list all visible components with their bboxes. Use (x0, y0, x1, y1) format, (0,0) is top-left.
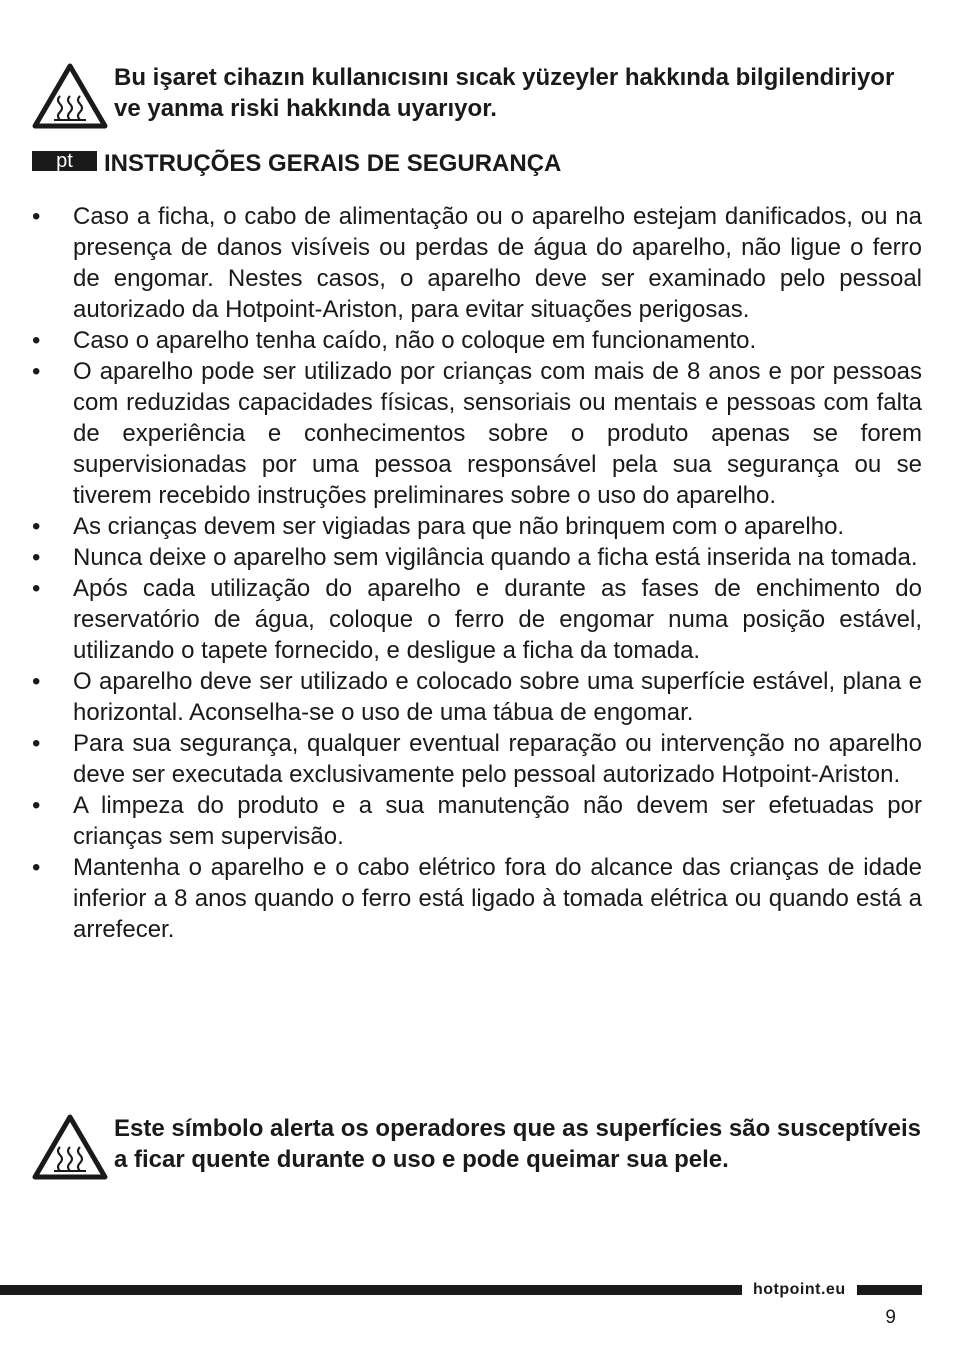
bullet: • (32, 327, 41, 354)
language-badge: pt (32, 151, 97, 171)
warning-text: Este símbolo alerta os operadores que as superfícies são susceptíveis a ficar quente durante o uso e pode queimar sua pele. (114, 1115, 921, 1173)
list-item (32, 511, 922, 542)
bullet: • (32, 854, 41, 881)
list-item (32, 666, 922, 728)
footer-rule-right (857, 1285, 922, 1295)
list-item (32, 356, 922, 511)
list-item-text: Nunca deixe o aparelho sem vigilância quando a ficha está inserida na tomada. (73, 544, 918, 571)
list-item-text: O aparelho deve ser utilizado e colocado sobre uma superfície estável, plana e horizontal. Aconselha-se o uso de uma tábua de engomar. (73, 668, 922, 726)
bullet: • (32, 358, 41, 385)
section-title: INSTRUÇÕES GERAIS DE SEGURANÇA (104, 150, 562, 177)
bullet: • (32, 575, 41, 602)
hot-surface-warning-bottom (32, 1113, 922, 1213)
bullet: • (32, 513, 41, 540)
bullet: • (32, 792, 41, 819)
bullet: • (32, 730, 41, 757)
warning-text: Bu işaret cihazın kullanıcısını sıcak yüzeyler hakkında bilgilendiriyor ve yanma riski hakkında uyarıyor. (114, 64, 895, 122)
list-item-text: Após cada utilização do aparelho e durante as fases de enchimento do reservatório de água, coloque o ferro de engomar numa posição estável, utilizando o tapete fornecido, e desligue a ficha da tomada. (73, 575, 922, 664)
section-header (32, 148, 732, 178)
list-item-text: Para sua segurança, qualquer eventual reparação ou intervenção no aparelho deve ser executada exclusivamente pelo pessoal autorizado Hotpoint-Ariston. (73, 730, 922, 788)
bullet: • (32, 544, 41, 571)
bullet: • (32, 668, 41, 695)
page-number: 9 (885, 1307, 896, 1328)
hot-surface-icon (32, 62, 108, 130)
hot-surface-icon (32, 1113, 108, 1181)
list-item-text: As crianças devem ser vigiadas para que não brinquem com o aparelho. (73, 513, 845, 540)
list-item-text: Caso a ficha, o cabo de alimentação ou o aparelho estejam danificados, ou na presença de danos visíveis ou perdas de água do aparelho, não ligue o ferro de engomar. Nestes casos, o aparelho deve ser examinado pelo pessoal autorizado da Hotpoint-Ariston, para evitar situações perigosas. (73, 203, 922, 323)
list-item (32, 728, 922, 790)
list-item-text: Mantenha o aparelho e o cabo elétrico fora do alcance das crianças de idade inferior a 8 anos quando o ferro está ligado à tomada elétrica ou quando está a arrefecer. (73, 854, 922, 943)
hot-surface-warning-top (32, 62, 922, 132)
list-item (32, 201, 922, 325)
list-item (32, 542, 922, 573)
footer-rule-left (0, 1285, 742, 1295)
safety-instructions-list (32, 201, 922, 945)
list-item (32, 573, 922, 666)
list-item-text: Caso o aparelho tenha caído, não o coloque em funcionamento. (73, 327, 757, 354)
list-item-text: O aparelho pode ser utilizado por crianças com mais de 8 anos e por pessoas com reduzidas capacidades físicas, sensoriais ou mentais e pessoas com falta de experiência e conhecimentos sobre o produto apenas se forem supervisionadas por uma pessoa responsável pela sua segurança ou se tiverem recebido instruções preliminares sobre o uso do aparelho. (73, 358, 922, 509)
list-item-text: A limpeza do produto e a sua manutenção não devem ser efetuadas por crianças sem supervisão. (73, 792, 922, 850)
list-item (32, 790, 922, 852)
list-item (32, 852, 922, 945)
bullet: • (32, 203, 41, 230)
brand-url: hotpoint.eu (753, 1281, 846, 1298)
list-item (32, 325, 922, 356)
